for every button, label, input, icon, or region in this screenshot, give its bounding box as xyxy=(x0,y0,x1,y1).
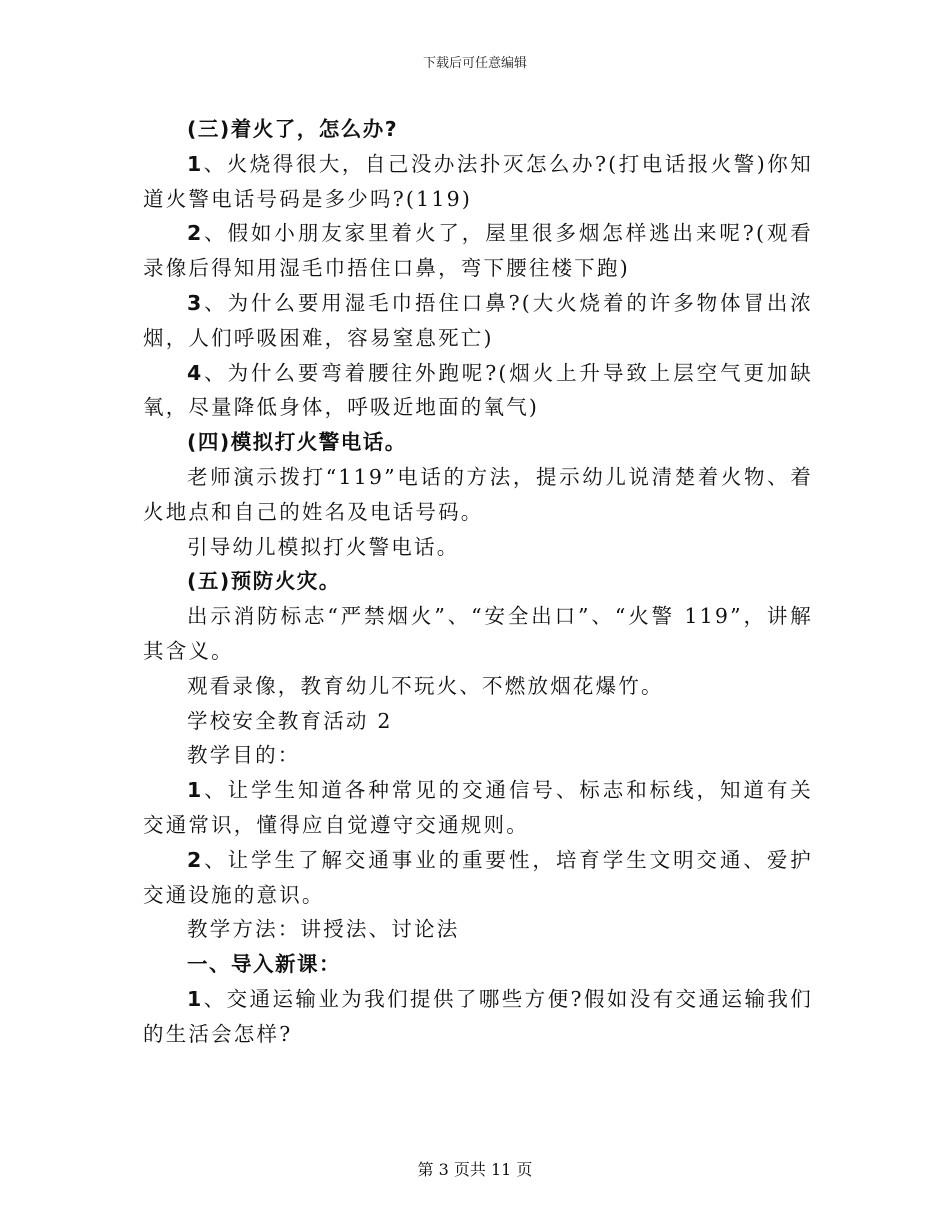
item-text: 、交通运输业为我们提供了哪些方便?假如没有交通运输我们的生活会怎样? xyxy=(143,986,813,1046)
numbered-paragraph xyxy=(143,286,813,356)
item-text: 、让学生知道各种常见的交通信号、标志和标线，知道有关交通常识，懂得应自觉遵守交通规则。 xyxy=(143,778,813,837)
item-number: 1 xyxy=(187,151,204,176)
item-number: 2 xyxy=(187,847,204,872)
numbered-paragraph xyxy=(143,843,813,913)
section-heading: (三)着火了，怎么办? xyxy=(187,117,399,141)
document-body xyxy=(143,112,813,1052)
item-number: 1 xyxy=(187,778,204,803)
item-number: 3 xyxy=(187,290,204,315)
numbered-paragraph xyxy=(143,216,813,286)
page-footer: 第 3 页共 11 页 xyxy=(417,1160,533,1179)
numbered-paragraph xyxy=(143,773,813,843)
body-paragraph: 观看录像，教育幼儿不玩火、不燃放烟花爆竹。 xyxy=(187,673,664,698)
section-heading: (五)预防火灾。 xyxy=(187,569,341,594)
item-text: 、火烧得很大，自己没办法扑灭怎么办?(打电话报火警)你知道火警电话号码是多少吗?(119) xyxy=(143,151,813,211)
item-text: 、为什么要用湿毛巾捂住口鼻?(大火烧着的许多物体冒出浓烟，人们呼吸困难，容易窒息死亡) xyxy=(143,290,813,350)
body-paragraph: 教学目的： xyxy=(187,743,301,768)
item-text: 、为什么要弯着腰往外跑呢?(烟火上升导致上层空气更加缺氧，尽量降低身体，呼吸近地面的氧气) xyxy=(143,360,813,420)
numbered-paragraph xyxy=(143,356,813,426)
body-paragraph: 教学方法：讲授法、讨论法 xyxy=(187,917,460,942)
item-number: 2 xyxy=(187,221,204,246)
body-paragraph: 出示消防标志“严禁烟火”、“安全出口”、“火警 119”，讲解其含义。 xyxy=(143,604,813,663)
section-heading: (四)模拟打火警电话。 xyxy=(187,430,407,455)
item-number: 4 xyxy=(187,360,204,385)
page-header: 下载后可任意编辑 xyxy=(422,56,527,71)
item-text: 、假如小朋友家里着火了，屋里很多烟怎样逃出来呢?(观看录像后得知用湿毛巾捂住口鼻，弯下腰往楼下跑) xyxy=(143,221,813,281)
numbered-paragraph xyxy=(143,982,813,1052)
section-heading: 一、导入新课： xyxy=(187,952,341,977)
numbered-paragraph xyxy=(143,147,813,217)
body-paragraph: 引导幼儿模拟打火警电话。 xyxy=(187,534,460,559)
item-number: 1 xyxy=(187,986,204,1011)
body-paragraph: 学校安全教育活动 2 xyxy=(187,708,393,733)
body-paragraph: 老师演示拨打“119”电话的方法，提示幼儿说清楚着火物、着火地点和自己的姓名及电话号码。 xyxy=(143,464,813,524)
item-text: 、让学生了解交通事业的重要性，培育学生文明交通、爱护交通设施的意识。 xyxy=(143,847,813,907)
